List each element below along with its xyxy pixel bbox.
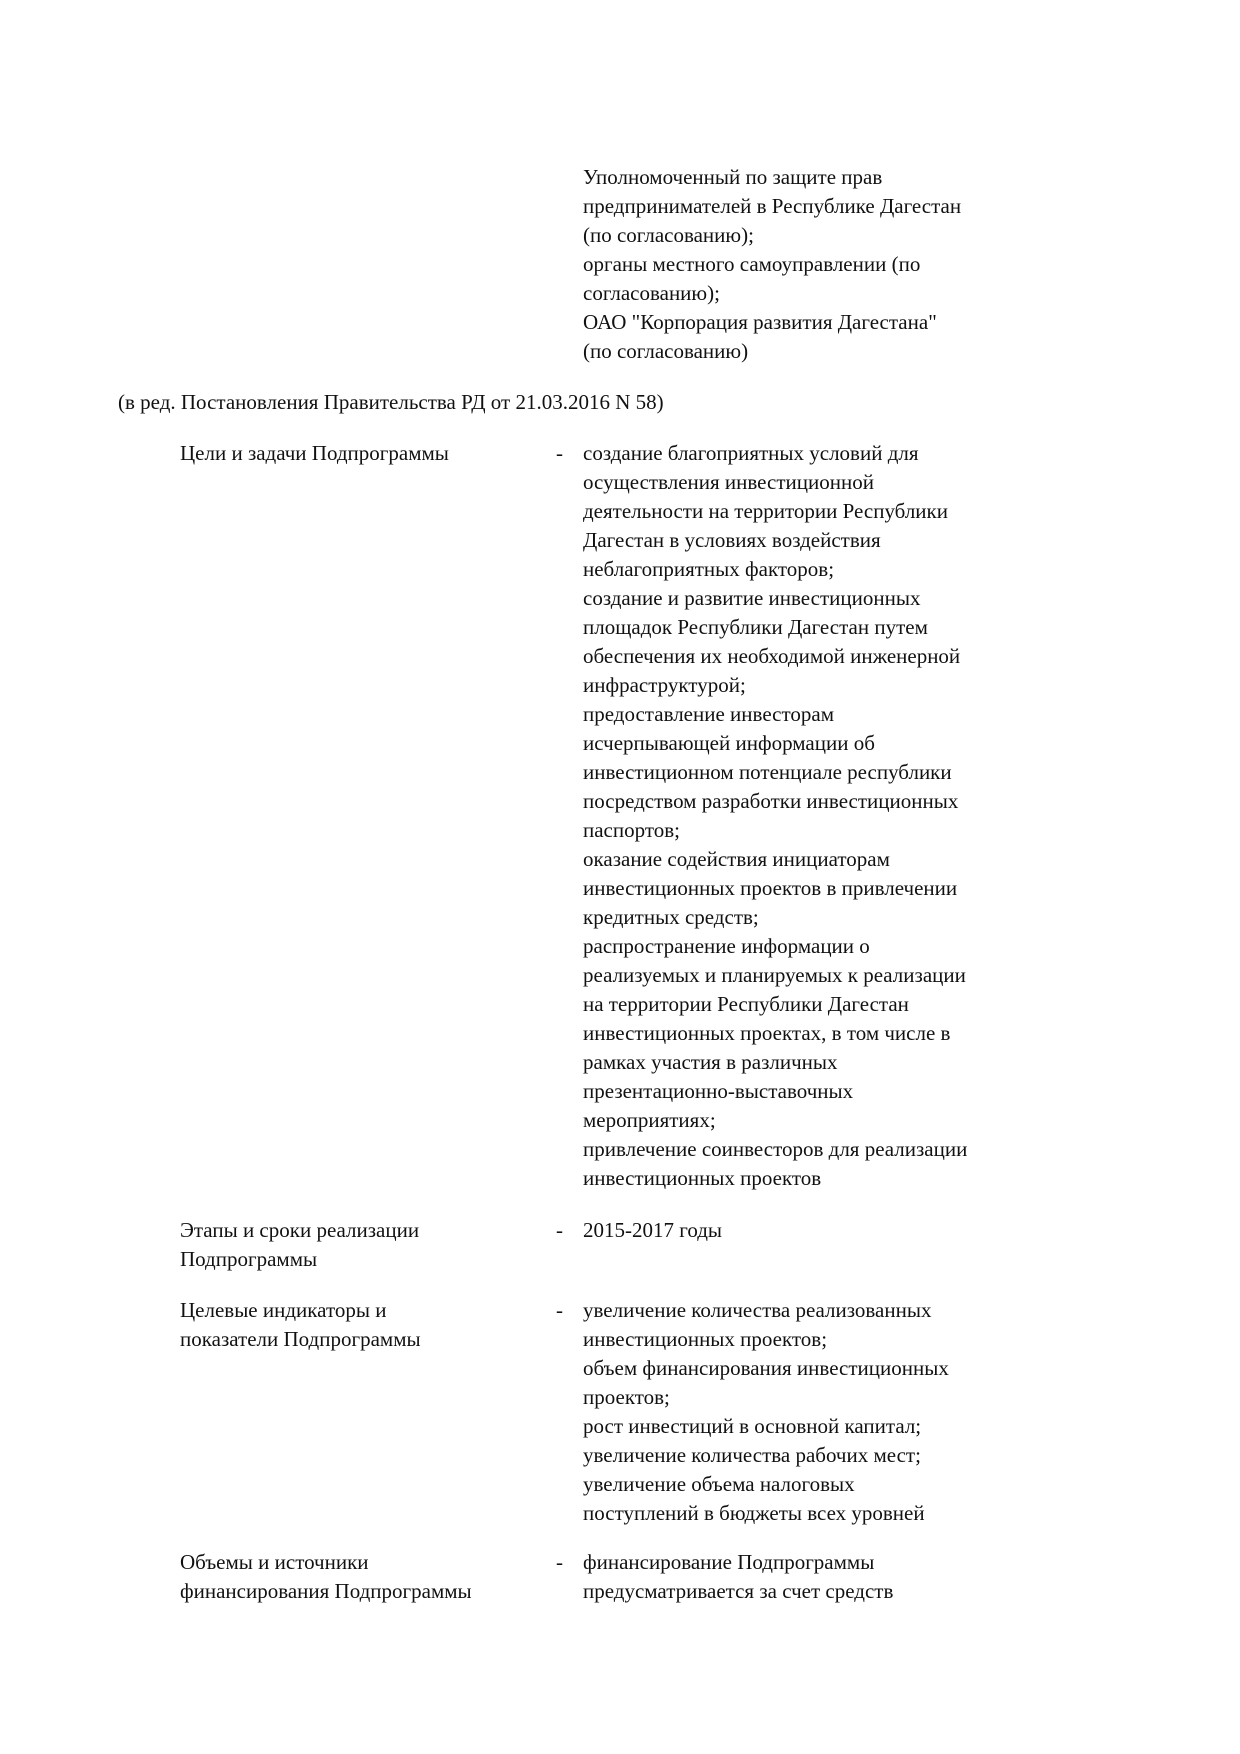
row-label: Объемы и источники финансирования Подпрограммы bbox=[180, 1550, 472, 1603]
responsible-parties-continued: Уполномоченный по защите прав предпринимателей в Республике Дагестан (по согласованию); органы местного самоуправлении (по согласованию); ОАО "Корпорация развития Дагестана" (по согласованию) bbox=[583, 165, 962, 363]
amendment-note: (в ред. Постановления Правительства РД от 21.03.2016 N 58) bbox=[118, 390, 664, 414]
row-dash: - bbox=[556, 1550, 563, 1574]
row-dash: - bbox=[556, 441, 563, 465]
row-value: 2015-2017 годы bbox=[583, 1218, 723, 1242]
row-dash: - bbox=[556, 1218, 563, 1242]
row-label: Целевые индикаторы и показатели Подпрограммы bbox=[180, 1298, 421, 1351]
row-label: Цели и задачи Подпрограммы bbox=[180, 441, 449, 465]
row-dash: - bbox=[556, 1298, 563, 1322]
row-label: Этапы и сроки реализации Подпрограммы bbox=[180, 1218, 420, 1271]
row-value: финансирование Подпрограммы предусматривается за счет средств bbox=[583, 1550, 894, 1603]
row-value: создание благоприятных условий для осуществления инвестиционной деятельности на территории Республики Дагестан в условиях воздействия неблагоприятных факторов; создание и развитие инвестиционных площадок Республики Дагестан путем обеспечения их необходимой инженерной инфраструктурой; предоставление инвесторам исчерпывающей информации об инвестиционном потенциале республики посредством разработки инвестиционных паспортов; оказание содействия инициаторам инвестиционных проектов в привлечении кредитных средств; распространение информации о реализуемых и планируемых к реализации на территории Республики Дагестан инвестиционных проектах, в том числе в рамках участия в различных презентационно-выставочных мероприятиях; привлечение соинвесторов для реализации инвестиционных проектов bbox=[583, 441, 968, 1190]
row-value: увеличение количества реализованных инвестиционных проектов; объем финансирования инвестиционных проектов; рост инвестиций в основной капитал; увеличение количества рабочих мест; увеличение объема налоговых поступлений в бюджеты всех уровней bbox=[583, 1298, 949, 1525]
